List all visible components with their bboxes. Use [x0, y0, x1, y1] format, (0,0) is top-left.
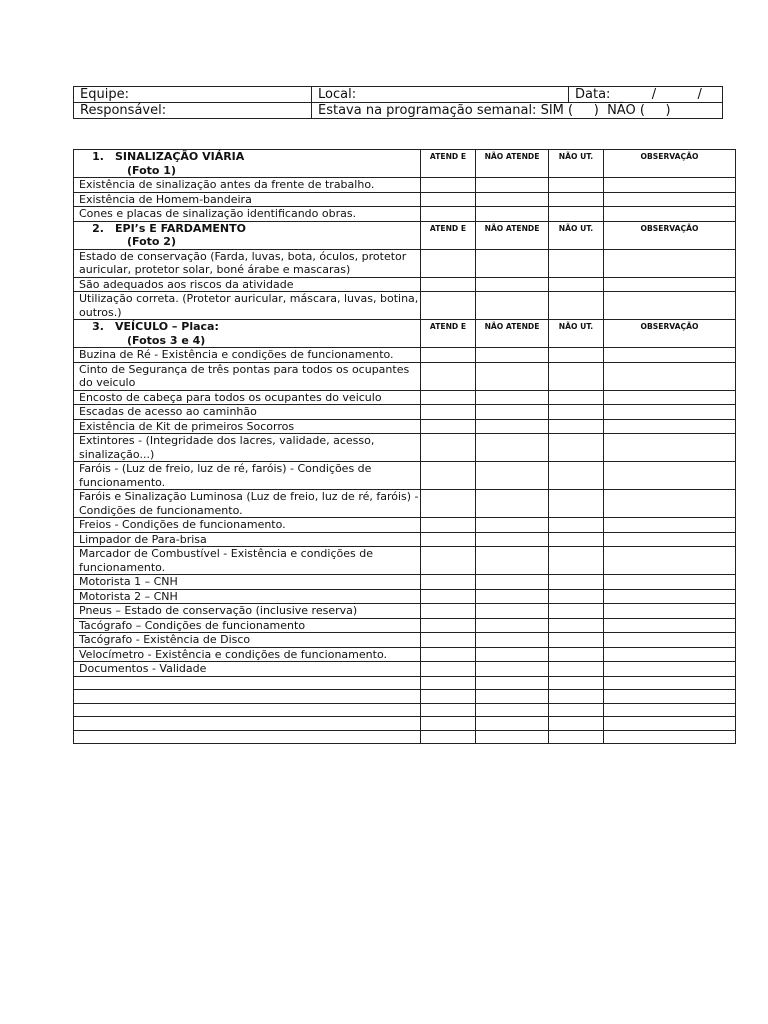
checklist-row — [74, 589, 736, 604]
nao-atende-cell[interactable] — [476, 633, 549, 648]
section-number: 2. — [92, 221, 104, 235]
checklist-row — [74, 277, 736, 292]
observacao-cell[interactable] — [604, 419, 736, 434]
checklist-row — [74, 362, 736, 390]
nao-atende-cell[interactable] — [476, 676, 549, 690]
nao-atende-cell[interactable] — [476, 589, 549, 604]
col-header-nao-atende: NÃO ATENDE — [476, 221, 549, 249]
item-label: Existência de sinalização antes da frente de trabalho. — [74, 178, 421, 193]
header-table — [73, 86, 723, 119]
checklist-row — [74, 249, 736, 277]
observacao-cell[interactable] — [604, 547, 736, 575]
nao-atende-cell[interactable] — [476, 277, 549, 292]
item-label: Buzina de Ré - Existência e condições de funcionamento. — [74, 348, 421, 363]
nao-ut-cell[interactable] — [549, 207, 604, 222]
observacao-cell[interactable] — [604, 390, 736, 405]
nao-atende-cell[interactable] — [476, 690, 549, 704]
item-label: Estado de conservação (Farda, luvas, bota, óculos, protetor auricular, protetor solar, boné árabe e mascaras) — [74, 249, 421, 277]
nao-atende-cell[interactable] — [476, 647, 549, 662]
nao-ut-cell[interactable] — [549, 292, 604, 320]
observacao-cell[interactable] — [604, 647, 736, 662]
nao-ut-cell[interactable] — [549, 647, 604, 662]
nao-atende-cell[interactable] — [476, 390, 549, 405]
item-label: Cones e placas de sinalização identificando obras. — [74, 207, 421, 222]
item-label: São adequados aos riscos da atividade — [74, 277, 421, 292]
col-header-atende: ATEND E — [421, 150, 476, 178]
nao-ut-cell[interactable] — [549, 589, 604, 604]
observacao-cell[interactable] — [604, 633, 736, 648]
atende-cell[interactable] — [421, 348, 476, 363]
atende-cell[interactable] — [421, 207, 476, 222]
item-label: Marcador de Combustível - Existência e condições de funcionamento. — [74, 547, 421, 575]
nao-ut-cell[interactable] — [549, 547, 604, 575]
atende-cell[interactable] — [421, 292, 476, 320]
section-header-row — [74, 221, 736, 249]
item-label: Tacógrafo - Existência de Disco — [74, 633, 421, 648]
observacao-cell[interactable] — [604, 662, 736, 677]
atende-cell[interactable] — [421, 647, 476, 662]
nao-atende-cell[interactable] — [476, 518, 549, 533]
nao-ut-cell[interactable] — [549, 690, 604, 704]
observacao-cell[interactable] — [604, 676, 736, 690]
nao-ut-cell[interactable] — [549, 277, 604, 292]
observacao-cell[interactable] — [604, 277, 736, 292]
checklist-row — [74, 348, 736, 363]
checklist-row — [74, 518, 736, 533]
nao-atende-cell[interactable] — [476, 662, 549, 677]
nao-ut-cell[interactable] — [549, 419, 604, 434]
atende-cell[interactable] — [421, 589, 476, 604]
observacao-cell[interactable] — [604, 292, 736, 320]
atende-cell[interactable] — [421, 192, 476, 207]
nao-atende-cell[interactable] — [476, 207, 549, 222]
checklist-row — [74, 178, 736, 193]
observacao-cell[interactable] — [604, 604, 736, 619]
nao-ut-cell[interactable] — [549, 575, 604, 590]
nao-ut-cell[interactable] — [549, 604, 604, 619]
atende-cell[interactable] — [421, 490, 476, 518]
nao-ut-cell[interactable] — [549, 518, 604, 533]
section-title-cell — [74, 320, 421, 348]
nao-ut-cell[interactable] — [549, 249, 604, 277]
observacao-cell[interactable] — [604, 434, 736, 462]
section-subtitle: (Foto 2) — [127, 235, 176, 248]
checklist-row — [74, 405, 736, 420]
observacao-cell[interactable] — [604, 717, 736, 731]
item-label: Pneus – Estado de conservação (inclusive reserva) — [74, 604, 421, 619]
section-title-cell — [74, 150, 421, 178]
col-header-observacao: OBSERVAÇÃO — [604, 320, 736, 348]
item-label: Velocímetro - Existência e condições de funcionamento. — [74, 647, 421, 662]
checklist-row — [74, 192, 736, 207]
item-label: Limpador de Para-brisa — [74, 532, 421, 547]
nao-ut-cell[interactable] — [549, 348, 604, 363]
local-field[interactable]: Local: — [312, 87, 569, 103]
section-subtitle: (Foto 1) — [127, 163, 176, 177]
section-title: SINALIZAÇÃO VIÁRIA — [115, 150, 245, 163]
observacao-cell[interactable] — [604, 192, 736, 207]
col-header-observacao: OBSERVAÇÃO — [604, 150, 736, 178]
observacao-cell[interactable] — [604, 405, 736, 420]
nao-atende-cell[interactable] — [476, 292, 549, 320]
observacao-cell[interactable] — [604, 618, 736, 633]
atende-cell[interactable] — [421, 434, 476, 462]
nao-ut-cell[interactable] — [549, 717, 604, 731]
item-label: Faróis e Sinalização Luminosa (Luz de freio, luz de ré, faróis) - Condições de funcionamento. — [74, 490, 421, 518]
nao-ut-cell[interactable] — [549, 730, 604, 744]
checklist-row — [74, 547, 736, 575]
item-label: Extintores - (Integridade dos lacres, validade, acesso, sinalização...) — [74, 434, 421, 462]
item-label: Tacógrafo – Condições de funcionamento — [74, 618, 421, 633]
blank-row — [74, 730, 736, 744]
item-label: Encosto de cabeça para todos os ocupantes do veiculo — [74, 390, 421, 405]
blank-row — [74, 690, 736, 704]
nao-ut-cell[interactable] — [549, 662, 604, 677]
col-header-atende: ATEND E — [421, 221, 476, 249]
observacao-cell[interactable] — [604, 730, 736, 744]
nao-ut-cell[interactable] — [549, 618, 604, 633]
item-label: Escadas de acesso ao caminhão — [74, 405, 421, 420]
blank-item-cell[interactable] — [74, 676, 421, 690]
checklist-row — [74, 292, 736, 320]
blank-row — [74, 703, 736, 717]
observacao-cell[interactable] — [604, 518, 736, 533]
checklist-row — [74, 207, 736, 222]
blank-item-cell[interactable] — [74, 703, 421, 717]
observacao-cell[interactable] — [604, 348, 736, 363]
checklist-row — [74, 419, 736, 434]
section-title: VEÍCULO – Placa: — [115, 320, 219, 333]
checklist-row — [74, 434, 736, 462]
observacao-cell[interactable] — [604, 575, 736, 590]
nao-atende-cell[interactable] — [476, 419, 549, 434]
nao-ut-cell[interactable] — [549, 178, 604, 193]
atende-cell[interactable] — [421, 618, 476, 633]
observacao-cell[interactable] — [604, 362, 736, 390]
section-header-row — [74, 150, 736, 178]
nao-atende-cell[interactable] — [476, 730, 549, 744]
nao-ut-cell[interactable] — [549, 362, 604, 390]
col-header-nao-atende: NÃO ATENDE — [476, 150, 549, 178]
item-label: Cinto de Segurança de três pontas para todos os ocupantes do veiculo — [74, 362, 421, 390]
atende-cell[interactable] — [421, 604, 476, 619]
atende-cell[interactable] — [421, 390, 476, 405]
atende-cell[interactable] — [421, 547, 476, 575]
atende-cell[interactable] — [421, 405, 476, 420]
col-header-nao-atende: NÃO ATENDE — [476, 320, 549, 348]
nao-atende-cell[interactable] — [476, 362, 549, 390]
nao-ut-cell[interactable] — [549, 532, 604, 547]
nao-atende-cell[interactable] — [476, 490, 549, 518]
atende-cell[interactable] — [421, 178, 476, 193]
atende-cell[interactable] — [421, 419, 476, 434]
section-title: EPI’s E FARDAMENTO — [115, 221, 246, 235]
nao-ut-cell[interactable] — [549, 703, 604, 717]
nao-atende-cell[interactable] — [476, 434, 549, 462]
nao-atende-cell[interactable] — [476, 532, 549, 547]
nao-ut-cell[interactable] — [549, 390, 604, 405]
col-header-observacao: OBSERVAÇÃO — [604, 221, 736, 249]
atende-cell[interactable] — [421, 662, 476, 677]
checklist-row — [74, 647, 736, 662]
data-field[interactable]: Data: / / — [569, 87, 723, 103]
atende-cell[interactable] — [421, 249, 476, 277]
nao-atende-cell[interactable] — [476, 405, 549, 420]
checklist-row — [74, 532, 736, 547]
nao-atende-cell[interactable] — [476, 348, 549, 363]
col-header-atende: ATEND E — [421, 320, 476, 348]
col-header-nao-ut: NÃO UT. — [549, 150, 604, 178]
item-label: Documentos - Validade — [74, 662, 421, 677]
nao-atende-cell[interactable] — [476, 547, 549, 575]
atende-cell[interactable] — [421, 462, 476, 490]
equipe-field[interactable]: Equipe: — [74, 87, 312, 103]
nao-ut-cell[interactable] — [549, 676, 604, 690]
responsavel-field[interactable]: Responsável: — [74, 103, 312, 119]
checklist-row — [74, 575, 736, 590]
checklist-row — [74, 462, 736, 490]
atende-cell[interactable] — [421, 676, 476, 690]
observacao-cell[interactable] — [604, 532, 736, 547]
checklist-row — [74, 618, 736, 633]
nao-ut-cell[interactable] — [549, 192, 604, 207]
nao-atende-cell[interactable] — [476, 618, 549, 633]
nao-ut-cell[interactable] — [549, 405, 604, 420]
blank-item-cell[interactable] — [74, 690, 421, 704]
atende-cell[interactable] — [421, 362, 476, 390]
item-label: Motorista 1 – CNH — [74, 575, 421, 590]
observacao-cell[interactable] — [604, 690, 736, 704]
observacao-cell[interactable] — [604, 178, 736, 193]
section-number: 3. — [92, 320, 104, 333]
atende-cell[interactable] — [421, 690, 476, 704]
observacao-cell[interactable] — [604, 490, 736, 518]
checklist-table — [73, 149, 736, 744]
section-subtitle: (Fotos 3 e 4) — [127, 333, 206, 347]
nao-atende-cell[interactable] — [476, 604, 549, 619]
item-label: Faróis - (Luz de freio, luz de ré, faróis) - Condições de funcionamento. — [74, 462, 421, 490]
nao-ut-cell[interactable] — [549, 434, 604, 462]
blank-row — [74, 676, 736, 690]
atende-cell[interactable] — [421, 518, 476, 533]
blank-item-cell[interactable] — [74, 717, 421, 731]
observacao-cell[interactable] — [604, 249, 736, 277]
observacao-cell[interactable] — [604, 703, 736, 717]
col-header-nao-ut: NÃO UT. — [549, 221, 604, 249]
nao-atende-cell[interactable] — [476, 249, 549, 277]
nao-ut-cell[interactable] — [549, 490, 604, 518]
section-header-row — [74, 320, 736, 348]
nao-atende-cell[interactable] — [476, 178, 549, 193]
checklist-row — [74, 662, 736, 677]
nao-atende-cell[interactable] — [476, 703, 549, 717]
checklist-row — [74, 633, 736, 648]
blank-item-cell[interactable] — [74, 730, 421, 744]
programacao-field[interactable]: Estava na programação semanal: SIM ( ) NÃO ( ) — [312, 103, 723, 119]
item-label: Existência de Homem-bandeira — [74, 192, 421, 207]
item-label: Existência de Kit de primeiros Socorros — [74, 419, 421, 434]
atende-cell[interactable] — [421, 703, 476, 717]
section-title-cell — [74, 221, 421, 249]
checklist-row — [74, 604, 736, 619]
checklist-row — [74, 490, 736, 518]
atende-cell[interactable] — [421, 717, 476, 731]
nao-atende-cell[interactable] — [476, 462, 549, 490]
item-label: Utilização correta. (Protetor auricular, máscara, luvas, botina, outros.) — [74, 292, 421, 320]
item-label: Motorista 2 – CNH — [74, 589, 421, 604]
atende-cell[interactable] — [421, 633, 476, 648]
atende-cell[interactable] — [421, 730, 476, 744]
item-label: Freios - Condições de funcionamento. — [74, 518, 421, 533]
nao-atende-cell[interactable] — [476, 575, 549, 590]
checklist-row — [74, 390, 736, 405]
section-number: 1. — [92, 150, 104, 163]
nao-atende-cell[interactable] — [476, 717, 549, 731]
nao-ut-cell[interactable] — [549, 462, 604, 490]
observacao-cell[interactable] — [604, 207, 736, 222]
col-header-nao-ut: NÃO UT. — [549, 320, 604, 348]
nao-atende-cell[interactable] — [476, 192, 549, 207]
blank-row — [74, 717, 736, 731]
observacao-cell[interactable] — [604, 462, 736, 490]
observacao-cell[interactable] — [604, 589, 736, 604]
nao-ut-cell[interactable] — [549, 633, 604, 648]
atende-cell[interactable] — [421, 277, 476, 292]
atende-cell[interactable] — [421, 532, 476, 547]
atende-cell[interactable] — [421, 575, 476, 590]
